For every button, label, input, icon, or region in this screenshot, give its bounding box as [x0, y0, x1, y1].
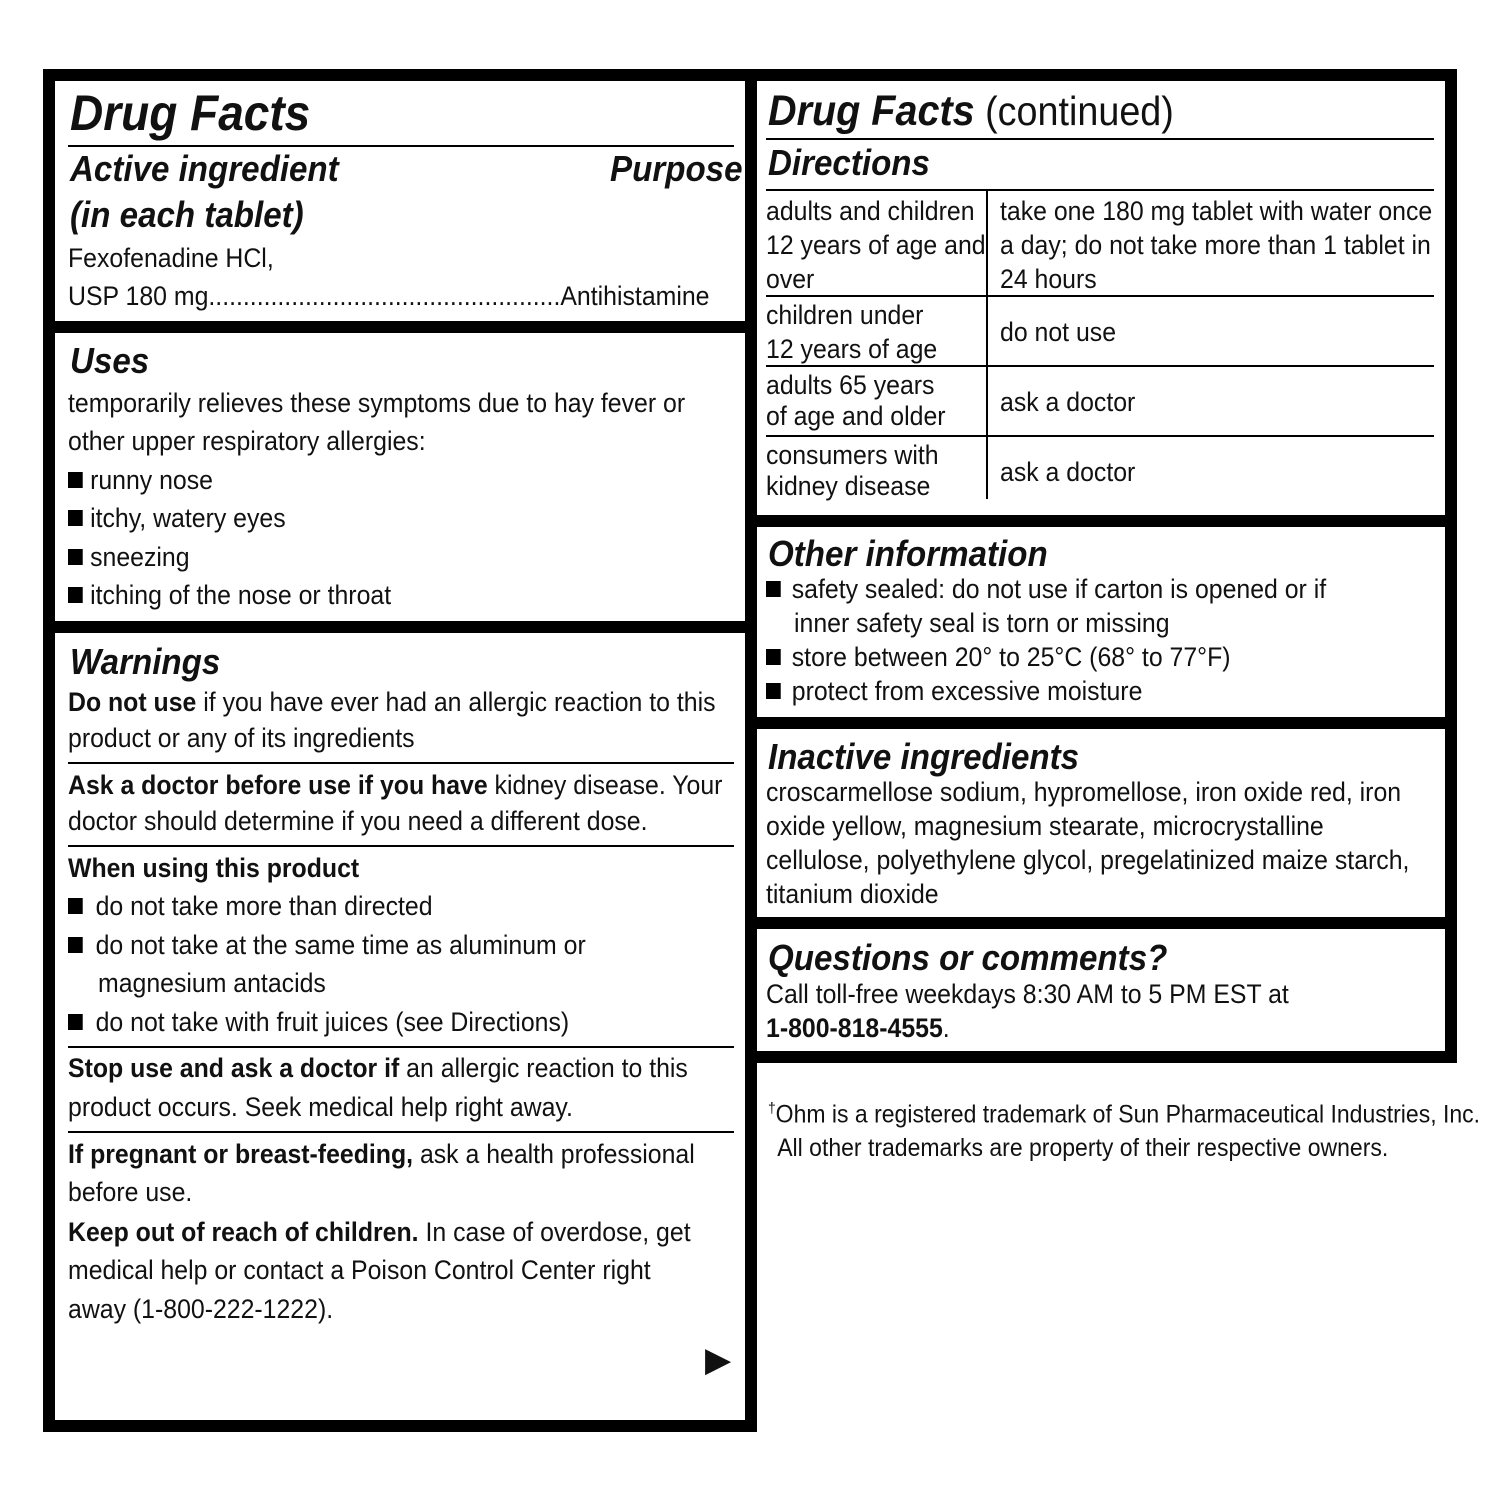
keep-out-text: In case of overdose, get	[418, 1217, 691, 1247]
uses-item	[68, 499, 286, 537]
questions-line: Call toll-free weekdays 8:30 AM to 5 PM EST at	[766, 979, 1289, 1009]
uses-item-text: runny nose	[90, 465, 213, 495]
continued-title-rest: (continued)	[974, 88, 1174, 134]
other-info-item-continued: inner safety seal is torn or missing	[794, 608, 1170, 638]
continued-title-rule	[766, 138, 1434, 140]
uses-item-text: itching of the nose or throat	[90, 580, 392, 610]
active-ingredient-subheading: (in each tablet)	[70, 194, 304, 235]
bullet-square-icon	[68, 472, 83, 488]
keep-out-label: Keep out of reach of children.	[68, 1217, 419, 1247]
bullet-square-icon	[68, 587, 83, 603]
cell-line: ask a doctor	[1000, 387, 1136, 417]
uses-intro-line-2: other upper respiratory allergies:	[68, 426, 426, 456]
cell-line: kidney disease	[766, 471, 931, 501]
directions-table-top-rule	[766, 189, 1434, 191]
uses-item	[68, 461, 213, 499]
cell-line: do not use	[1000, 317, 1117, 347]
warnings-rule-3	[68, 1046, 734, 1048]
uses-intro-line-1: temporarily relieves these symptoms due to hay fever or	[68, 388, 686, 418]
keep-out-line-3: away (1-800-222-1222).	[68, 1294, 334, 1324]
when-using-item	[68, 1003, 569, 1041]
cell-line: 12 years of age and	[766, 230, 986, 260]
directions-row-what	[1000, 316, 1116, 349]
continued-title-bold: Drug Facts	[768, 87, 975, 135]
ingredient-strength: USP 180 mg	[68, 281, 209, 311]
directions-row-rule	[766, 435, 1434, 437]
inactive-line: titanium dioxide	[766, 879, 939, 909]
questions-phone-line	[766, 1011, 950, 1045]
uses-heading: Uses	[70, 340, 150, 381]
pregnant-line-1	[68, 1135, 695, 1173]
phone-suffix: .	[942, 1013, 950, 1043]
continue-arrow-icon: ▶	[705, 1340, 732, 1380]
drug-facts-title: Drug Facts	[70, 85, 311, 141]
cell-line: 12 years of age	[766, 334, 938, 364]
cell-line: 24 hours	[1000, 264, 1097, 294]
when-using-item-text: do not take more than directed	[95, 891, 433, 921]
ingredient-dots: ...................................................	[208, 281, 561, 311]
phone-number: 1-800-818-4555	[766, 1013, 943, 1043]
cell-line: children under	[766, 300, 924, 330]
directions-row-what	[1000, 194, 1432, 296]
cell-line: consumers with	[766, 440, 939, 470]
warnings-rule-4	[68, 1131, 734, 1133]
continued-title	[768, 87, 1174, 136]
bullet-square-icon	[766, 581, 781, 597]
dagger-mark: †	[768, 1100, 776, 1117]
bullet-square-icon	[68, 937, 83, 953]
active-ingredient-heading: Active ingredient	[70, 148, 339, 189]
other-info-heading: Other information	[768, 533, 1048, 574]
directions-table-divider	[986, 191, 988, 499]
uses-item-text: itchy, watery eyes	[90, 503, 286, 533]
other-info-item	[766, 640, 1231, 674]
other-info-item	[766, 674, 1142, 708]
when-using-item-text: do not take with fruit juices (see Directions)	[95, 1007, 570, 1037]
stop-use-line-2: product occurs. Seek medical help right away.	[68, 1092, 573, 1122]
directions-row-who	[766, 370, 946, 432]
when-using-heading: When using this product	[68, 853, 360, 883]
directions-row-who	[766, 440, 939, 502]
do-not-use-line-2: product or any of its ingredients	[68, 723, 415, 753]
inactive-line: cellulose, polyethylene glycol, pregelatinized maize starch,	[766, 845, 1410, 875]
cell-line: adults and children	[766, 196, 975, 226]
inactive-heading: Inactive ingredients	[768, 736, 1080, 777]
cell-line: over	[766, 264, 815, 294]
cell-line: adults 65 years	[766, 370, 935, 400]
footnote-text: Ohm is a registered trademark of Sun Pharmaceutical Industries, Inc.	[775, 1100, 1481, 1129]
when-using-item-text: do not take at the same time as aluminum or	[95, 930, 586, 960]
cell-line: ask a doctor	[1000, 457, 1136, 487]
warnings-rule-2	[68, 845, 734, 847]
bullet-square-icon	[68, 549, 83, 565]
title-rule	[68, 145, 734, 147]
bullet-square-icon	[68, 898, 83, 914]
warnings-rule-1	[68, 762, 734, 764]
footnote	[768, 1092, 1480, 1165]
directions-heading: Directions	[768, 142, 930, 183]
other-info-item-text: safety sealed: do not use if carton is opened or if	[791, 574, 1327, 604]
bullet-square-icon	[68, 1014, 83, 1030]
inactive-line: croscarmellose sodium, hypromellose, iron oxide red, iron	[766, 777, 1402, 807]
when-using-item	[68, 926, 586, 964]
cell-line: of age and older	[766, 401, 946, 431]
uses-item-text: sneezing	[90, 542, 190, 572]
footnote-line-1	[768, 1092, 1480, 1131]
other-info-item-text: protect from excessive moisture	[791, 676, 1143, 706]
ask-doctor-label: Ask a doctor before use if you have	[68, 770, 488, 800]
directions-row-who	[766, 298, 937, 366]
stop-use-line-1	[68, 1049, 688, 1087]
stop-use-text: an allergic reaction to this	[399, 1053, 688, 1083]
uses-item	[68, 576, 391, 614]
ask-doctor-line-2: doctor should determine if you need a different dose.	[68, 806, 648, 836]
ingredient-line-2	[68, 277, 709, 315]
warnings-heading: Warnings	[70, 641, 221, 682]
stop-use-label: Stop use and ask a doctor if	[68, 1053, 400, 1083]
when-using-item	[68, 887, 433, 925]
bullet-square-icon	[766, 649, 781, 665]
purpose-heading: Purpose	[610, 148, 743, 189]
directions-row-what	[1000, 386, 1135, 419]
when-using-item-continued: magnesium antacids	[98, 968, 326, 998]
cell-line: a day; do not take more than 1 tablet in	[1000, 230, 1431, 260]
keep-out-line-2: medical help or contact a Poison Control Center right	[68, 1255, 651, 1285]
uses-item	[68, 538, 190, 576]
other-info-item	[766, 572, 1326, 606]
ask-doctor-line-1	[68, 766, 722, 804]
inactive-line: oxide yellow, magnesium stearate, microcrystalline	[766, 811, 1324, 841]
pregnant-label: If pregnant or breast-feeding,	[68, 1139, 414, 1169]
pregnant-line-2: before use.	[68, 1177, 193, 1207]
do-not-use-text: if you have ever had an allergic reaction to this	[196, 687, 716, 717]
keep-out-line-1	[68, 1213, 691, 1251]
do-not-use-line-1	[68, 683, 716, 721]
other-info-item-text: store between 20° to 25°C (68° to 77°F)	[791, 642, 1231, 672]
directions-row-what	[1000, 456, 1135, 489]
cell-line: take one 180 mg tablet with water once	[1000, 196, 1433, 226]
footnote-line-2: All other trademarks are property of their respective owners.	[777, 1134, 1389, 1163]
ask-doctor-text: kidney disease. Your	[487, 770, 723, 800]
ingredient-line-1: Fexofenadine HCl,	[68, 243, 274, 273]
bullet-square-icon	[766, 683, 781, 699]
pregnant-text: ask a health professional	[413, 1139, 695, 1169]
do-not-use-label: Do not use	[68, 687, 197, 717]
bullet-square-icon	[68, 510, 83, 526]
directions-row-who	[766, 194, 986, 296]
ingredient-purpose: Antihistamine	[560, 281, 710, 311]
questions-heading: Questions or comments?	[768, 937, 1168, 978]
